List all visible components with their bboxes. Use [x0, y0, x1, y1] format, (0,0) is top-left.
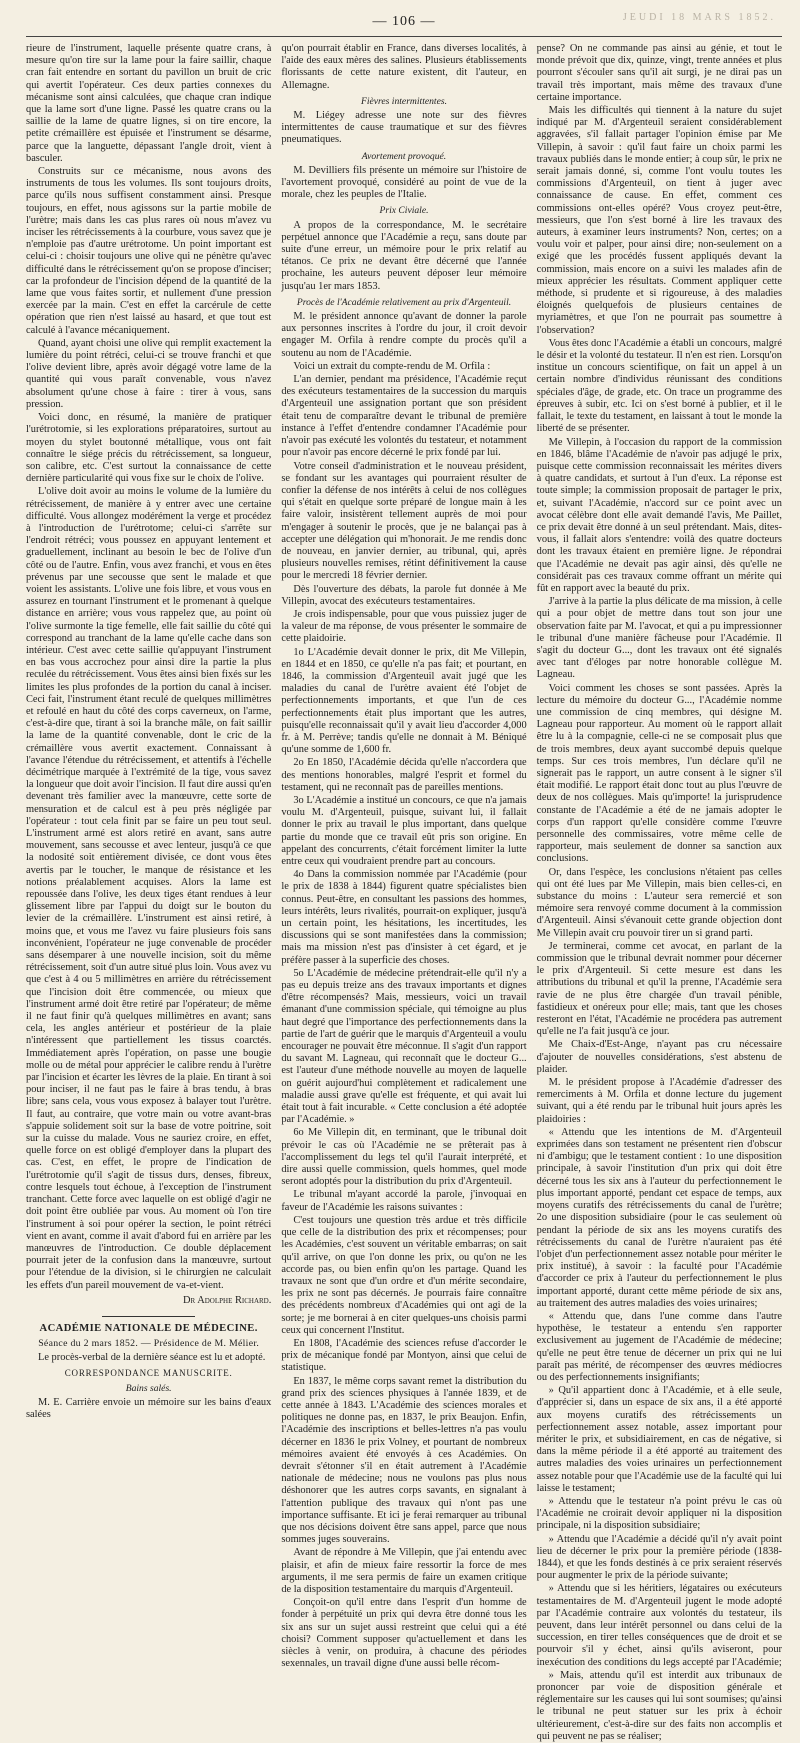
article-columns [26, 43, 782, 1742]
civiale-paragraph: A propos de la correspondance, M. le secrétaire perpétuel annonce que l'Académie a reçu, sans doute par suite d'une erreur, un mémoire pour le prix relatif au tétanos. Ce prix ne devant être décerné que l'année prochaine, les auteurs peuvent déposer leur mémoire jusqu'au 1er mars 1853. [281, 219, 527, 292]
paragraph: C'est toujours une question très ardue et très difficile que celle de la distribution des prix et récompenses; pour les Académies, c'est souvent un véritable embarras; on sait qu'il arrive, on que l'on donne les prix, ou qu'on ne les accorde pas, ou bien enfin qu'on les partage. Quand les travaux ne sont que d'un ordre et d'un mérite secondaire, les prix ne sont pas décernés. Je pourrais faire connaître des précédents nombreux d'Académies qui ont agi de la sorte; je me bornerai à en citer quelques-uns choisis parmi ceux qui concernent l'Institut. [281, 1214, 527, 1336]
paragraph: Je terminerai, comme cet avocat, en parlant de la commission que le tribunal devrait nommer pour décerner le prix d'Argenteuil. Si cette mesure est dans les attributions du tribunal et qu'il la prenne, l'Académie sera ravie de ne plus être chargée d'un travail pénible, fastidieux et onéreux pour elle; mais, tant que les choses resteront en l'état, l'Académie ne procédera pas autrement qu'elle ne l'a fait jusqu'à ce jour. [536, 940, 782, 1038]
column-left [26, 43, 271, 1743]
paragraph: Construits sur ce mécanisme, nous avons des instruments de tous les volumes. Ils sont toujours droits, parce qu'ils nous suffisent constamment ainsi. Presque toujours, en effet, nous agissons sur la partie mobile de l'urètre; mais dans les cas plus rares où nous m'avez vu inciser les rétrécissements à la courbure, vous savez que je n'emploie pas d'autre urétrotome. Un point important est celui-ci : choisir toujours une olive qui ne pénètre qu'avec difficulté dans le rétrécissement qu'on se propose d'inciser; car la profondeur de l'incision dépend de la quantité de la lame que vous faites sortir, et nullement d'une pression exercée par la main. C'est en effet la carcérule de cette opération que rien n'est laissé au hasard, et que tout est calculé à l'avance mécaniquement. [26, 166, 272, 336]
paragraph: « Attendu que, dans l'une comme dans l'autre hypothèse, le testateur a entendu s'en rapporter exclusivement au jugement de l'Académie de médecine; qu'elle ne peut être tenue de décerner un prix qui ne lui paraît pas mérité, de récompenser des œuvres médiocres ou des perfectionnements insignifiants; [536, 1310, 782, 1383]
paragraph: Quand, ayant choisi une olive qui remplit exactement la lumière du point rétréci, celui-ci se trouve franchi et que l'olive devient libre, après avoir dégagé votre lame de la quantité qui vous paraît convenable, vous n'avez absolument qu'une chose à faire : tirer à vous, sans pression. [26, 337, 272, 410]
paragraph: 1o L'Académie devait donner le prix, dit Me Villepin, en 1844 et en 1850, ce qu'elle n'a pas fait; et pourtant, en 1846, la commission d'Argenteuil avait jugé que les maladies du canal de l'urètre avaient été l'objet de perfectionnements importants, et que l'un de ces perfectionnements était plus important que les autres, puisqu'elle reconnaissait qu'il y avait lieu d'accorder 4,000 fr. à M. Perrève; tandis qu'elle ne donnait à M. Béniqué qu'une somme de 1,600 fr. [281, 646, 527, 756]
judgment-text [537, 43, 782, 1743]
paragraph: Le tribunal m'ayant accordé la parole, j'invoquai en faveur de l'Académie les raisons suivantes : [281, 1189, 527, 1213]
paragraph: Voici comment les choses se sont passées. Après la lecture du mémoire du docteur G..., l'Académie nomme une commission de cinq membres, qui désigne M. Lagneau pour rapporteur. Au moment où le rapport allait être lu à la compagnie, celle-ci ne se composait plus que de trois membres, deux ayant succombé depuis quelque temps. Sur ces trois membres, l'un déclare qu'il ne signerait pas le rapport, un autre consent à le signer s'il était modifié. Le rapport était donc tout au plus l'œuvre de deux de nos collègues. Mais qu'importe! la jurisprudence constante de l'Académie a été de ne jamais adopter le corps d'un rapport qu'elle considère comme l'œuvre personnelle des commissaires, votre même celle de rapporteur, mais seulement de donner sa sanction aux conclusions. [536, 682, 782, 865]
fever-heading: Fièvres intermittentes. [361, 95, 447, 107]
paragraph: L'olive doit avoir au moins le volume de la lumière du rétrécissement, de manière à y entrer avec une certaine difficulté. Vous allongez modérément la verge et procédez à l'introduction de l'urétrotome; celui-ci s'arrête sur l'endroit rétréci; vous poussez en appuyant lentement et graduellement, inclinant au besoin le bec de l'olive d'un côté ou de l'autre. Enfin, vous avez franchi, et vous en êtes prévenus par une secousse que sent le malade et que voient les assistants. L'olive une fois libre, et vous vous en assurez en tournant l'instrument et le promenant à quelque distance en arrière; vous vous rappelez que, au point où l'olive surmonte la tige femelle, elle fait saillie du côté qui correspond au tranchant de la lame qu'elle cache dans son intérieur. C'est avec cette saillie qu'appuyant l'instrument en bas vous accrochez pour ainsi dire la partie la plus reculée du rétrécissement. Vous êtes ainsi bien fixés sur les limites les plus profondes de la portion du canal à inciser. Ceci fait, l'instrument étant reculé de quelques millimètres et refoulé en haut du côté des corps caverneux, on l'arme, c'est-à-dire que, tirant à soi la branche mâle, on fait saillir la lame de la quantité convenable, dont le cric de la crémaillère vous avertit exactement. Connaissant à l'avance l'étendue du rétrécissement, et attentifs à l'échelle décimétrique marquée à l'extrémité de la tige, vous savez la longueur que doit avoir l'incision. Il faut dire aussi qu'en devenant très familier avec la manœuvre, cette sorte de mensuration et de calcul est à peu près négligée par l'opérateur : tout cela finit par se faire un peu tout seul. L'instrument armé est alors retiré en avant, sans autre mouvement, sans secousse et avec lenteur, jusqu'à ce que la nodosité soit entièrement divisée, ce dont vous êtes avertis par le toucher, le manque de résistance et les notions préalablement acquises. Alors la lame est repoussée dans l'olive, les deux tiges étant rendues à leur glissement libre par l'appui du doigt sur le bouton du levier de la crémaillère. L'instrument est ainsi retiré, à moins que, et vous me l'avez vu faire plusieurs fois sans inconvénient, l'opérateur ne juge convenable de procéder sans désemparer à une nouvelle incision, soit du même rétrécissement, soit d'un autre situé plus loin. Vous avez vu que c'est à 4 ou 5 millimètres en arrière du rétrécissement que l'incision doit être commencée, ou mieux que l'instrument armé doit être retiré par l'opérateur; de même il ne faut finir qu'à quelques millimètres en avant; sans cela, les angles antérieur et postérieur de la plaie n'intéressent que partiellement les tissus coarctés. Immédiatement après l'opération, on passe une bougie molle ou de métal pour apprécier le calibre rendu à l'urètre par l'incision et écarter les lèvres de la plaie. En tirant à soi pour inciser, il ne faut pas le faire à bras tendu, à bras libre; sans cela, vous vous exposez à balayer tout l'urètre. Il faut, au contraire, que votre main ou votre avant-bras s'appuie solidement soit sur la base de votre poitrine, soit sur la cuisse du malade. Vous ne sauriez croire, en effet, quelle force on est obligé d'employer dans la plupart des cas. C'est, en effet, le propre de l'indication de l'urétrotomie qu'il s'agit de tissus durs, denses, fibreux, contre lesquels tout échoue, à l'exception de l'instrument tranchant. Cette force avec laquelle on est obligé d'agir ne doit point être oubliée par vous. Au moment où l'on tire l'instrument à soi pour opérer la section, le point rétréci vient en avant, comme il avait d'abord fui en arrière par les manœuvres de l'introduction. Ce double déplacement pourrait jeter de la confusion dans la manœuvre, surtout pour l'étendue de la division, si le chirurgien ne calculait les effets d'un pareil mouvement de va-et-vient. [26, 486, 272, 1291]
author-signature: Dr Adolphe Richard. [183, 1294, 272, 1306]
paragraph: Avant de répondre à Me Villepin, que j'ai entendu avec plaisir, et afin de mieux faire ressortir la force de mes arguments, il me sera permis de faire un examen critique de la disposition testamentaire du marquis d'Argenteuil. [281, 1547, 527, 1595]
column-right [537, 43, 782, 1743]
paragraph: » Attendu que le testateur n'a point prévu le cas où l'Académie ne croirait devoir appliquer ni la disposition principale, ni la disposition subsidiaire; [536, 1495, 782, 1532]
minutes-line: Le procès-verbal de la dernière séance est lu et adopté. [38, 1352, 266, 1364]
paragraph: 5o L'Académie de médecine prétendrait-elle qu'il n'y a pas eu depuis treize ans des travaux importants et dignes d'être récompensés? Mais, messieurs, voici un travail émanant d'une commission spéciale, qui témoigne au plus haut degré que l'importance des perfectionnements dans la partie de l'art de guérir que le marquis d'Argenteuil a voulu encourager ne pouvait être méconnue. Il s'agit d'un rapport du savant M. Lagneau, qui reconnaît que le docteur G... est l'auteur d'une méthode nouvelle au moyen de laquelle on guérit aujourd'hui complètement et radicalement une maladie aussi grave qu'elle est fréquente, et qui avait lui était tout à fait incurable. « Cette conclusion a été adoptée par l'Académie. » [281, 967, 527, 1126]
paragraph: 3o L'Académie a institué un concours, ce que n'a jamais voulu M. d'Argenteuil, puisque, suivant lui, il fallait donner le prix au travail le plus important, dans quelque partie du monde que ce travail eût pris son origine. En appelant des concurrents, c'était forcément limiter la lutte entre ceux qui voudraient prendre part au concours. [281, 794, 527, 867]
salt-baths-heading: Bains salés. [125, 1382, 172, 1394]
paragraph: rieure de l'instrument, laquelle présente quatre crans, à mesure qu'on tire sur la lame pour la faire saillir, chaque cran fait entendre en sortant du pavillon un bruit de cric qui avertit l'opérateur. Ces deux parties connexes du mécanisme sont ainsi calculées, que chaque cran indique que la lame sort d'une ligne. Passé les quatre crans ou la saillie de la lame de quatre lignes, si on tire encore, la petite crémaillère est épuisée et l'instrument se désarme, parce que la languette, dépassant l'angle droit, vient à basculer. [26, 43, 272, 164]
paragraph: M. le président annonce qu'avant de donner la parole aux personnes inscrites à l'ordre du jour, il croit devoir engager M. Orfila à rendre compte du procès qu'il a soutenu au nom de l'Académie. [281, 311, 527, 359]
fever-paragraph: M. Liégey adresse une note sur des fièvres intermittentes de cause traumatique et sur des fièvres pneumatiques. [281, 110, 527, 146]
session-line: Séance du 2 mars 1852. — Présidence de M. Mélier. [38, 1338, 260, 1350]
urethrotomy-article [26, 43, 271, 1292]
paragraph: 4o Dans la commission nommée par l'Académie (pour le prix de 1838 à 1844) figurent quatre spécialistes bien connus. Peut-être, en consultant les passions des hommes, leurs intérêts, leurs rivalités, pourrait-on expliquer, jusqu'à un certain point, les hésitations, les incertitudes, les discussions qui se sont manifestées dans la commission; mais ma mission n'est pas d'insister à cet égard, et je préfère passer à la superficie des choses. [281, 869, 527, 966]
paragraph: En 1837, le même corps savant remet la distribution du grand prix des sciences physiques à l'année 1839, et de cette année à 1843. L'Académie des sciences morales et politiques ne donne pas, en 1837, le prix Beaujon. Enfin, l'Académie des inscriptions et belles-lettres n'a pas voulu décerner en 1836 le prix Volney, et pourtant de nombreux mémoires avaient été envoyés à ces Académies. On devrait s'étonner s'il en était autrement à l'Académie nationale de médecine; nous ne voulons pas plus nous déshonorer que les autres corps savants, en signalant à l'attention publique des travaux qui n'ont pas une importance suffisante. Et ici je ferai remarquer au tribunal que nos décisions doivent être sans appel, parce que nous sommes juges souverains. [281, 1375, 527, 1546]
trial-report [281, 311, 526, 1670]
paragraph: Mais les difficultés qui tiennent à la nature du sujet indiqué par M. d'Argenteuil seraient considérablement aggravées, s'il fallait partager l'opinion émise par Me Villepin, à savoir : qu'il faut faire un choix parmi les travaux publiés dans le monde entier; à coup sûr, le prix ne serait jamais donné, si, comme l'ont voulu toutes les commissions d'Argenteuil, on tient à juger avec connaissance de cause. En effet, comment ces commissions ont-elles opéré? Vous croyez peut-être, messieurs, que l'on s'est borné à lire les travaux des auteurs, à examiner leurs instruments? Non, certes; on a voulu voir et palper, pour ainsi dire; non-seulement on a exigé que les procédés fussent appliqués devant la commission, mais encore on a suivi les malades afin de mieux apprécier les résultats. Comment appliquer cette méthode, si prudente et si rigoureuse, à des maladies éloignés quelquefois de plusieurs centaines de myriamètres, et que l'on ne pourrait pas soumettre à l'observation? [536, 105, 782, 336]
salt-baths-continuation: qu'on pourrait établir en France, dans diverses localités, à l'aide des eaux mères des salines. Plusieurs établissements florissants de cette nature existent, dit l'auteur, en Allemagne. [281, 43, 527, 91]
paragraph: Dès l'ouverture des débats, la parole fut donnée à Me Villepin, avocat des exécuteurs testamentaires. [281, 583, 527, 607]
paragraph: Vous êtes donc l'Académie a établi un concours, malgré le désir et la volonté du testateur. Il n'en est rien. Lorsqu'on institue un concours scientifique, on fait un appel à un certain nombre d'individus réunissant des conditions spéciales d'âge, de grade, etc. On trace un programme des épreuves à subir, etc. Ici on s'est borné à publier, et il le fallait, le texte du testament, en laissant à tout le monde la liberté de se présenter. [536, 337, 782, 435]
paragraph: » Attendu que si les héritiers, légataires ou exécuteurs testamentaires de M. d'Argenteuil jugent le mode adopté par l'Académie contraire aux volontés du testateur, ils peuvent, dans leur intérêt personnel ou dans celui de la succession, en tirer telles conséquences que de droit et se pourvoir s'il y échet, ainsi qu'ils aviseront, pour inexécution des conditions du legs accepté par l'Académie; [536, 1583, 782, 1668]
civiale-heading: Prix Civiale. [379, 205, 429, 217]
faded-date-stamp: JEUDI 18 MARS 1852. [622, 12, 776, 23]
salt-baths-paragraph: M. E. Carrière envoie un mémoire sur les bains d'eaux salées [26, 1396, 272, 1421]
paragraph: L'an dernier, pendant ma présidence, l'Académie reçut des exécuteurs testamentaires de la succession du marquis d'Argenteuil une assignation portant que son président était tenu de comparaître devant le tribunal de première instance à l'effet d'entendre condamner l'Académie pour n'avoir pas exécuté les volontés du testateur, et notamment pour n'avoir pas encore décerné le prix fondé par lui. [281, 374, 527, 459]
paragraph: » Attendu que l'Académie a décidé qu'il n'y avait point lieu de décerner le prix pour la première période (1838-1844), et que les fonds destinés à ce prix seraient réservés pour augmenter le prix de la période suivante; [536, 1533, 782, 1582]
paragraph: « Attendu que les intentions de M. d'Argenteuil exprimées dans son testament ne présentent rien d'obscur ni d'ambigu; que le testament contient : 1o une disposition principale, à savoir l'institution d'un prix qui doit être décerné tous les six ans à l'auteur du perfectionnement le plus important apporté, pendant cet espace de temps, aux moyens curatifs des rétrécissements du canal de l'urètre; 2o une disposition subsidiaire (pour le cas seulement où pendant la période de six ans les moyens curatifs des rétrécissements du canal de l'urètre n'auraient pas été l'objet d'un perfectionnement assez notable pour mériter le prix institué), à savoir : la faculté pour l'Académie d'accorder ce prix à l'auteur du perfectionnement le plus important apporté, durant cette même période de six ans, au traitement des autres maladies des voies urinaires; [536, 1126, 782, 1309]
abortion-heading: Avortement provoqué. [361, 150, 447, 162]
paragraph: 2o En 1850, l'Académie décida qu'elle n'accordera que des mentions honorables, malgré l'esprit et formel du testament, qui ne reconnaît pas de pareilles mentions. [281, 757, 527, 793]
paragraph: Or, dans l'espèce, les conclusions n'étaient pas celles qui ont été lues par Me Villepin, mais bien celles-ci, en substance du moins : L'auteur sera remercié et son mémoire sera renvoyé comme document à la commission d'Argenteuil. Ainsi s'évanouit cette grande objection dont Me Villepin avait cru pouvoir tirer un si grand parti. [536, 866, 782, 939]
paragraph: 6o Me Villepin dit, en terminant, que le tribunal doit prévoir le cas où l'Académie ne se prêterait pas à l'accomplissement du legs tel qu'il l'aurait interprété, et dire aussi quelle commission, quels hommes, quel mode seront adoptés pour la distribution du prix d'Argenteuil. [281, 1127, 527, 1188]
paragraph: » Qu'il appartient donc à l'Académie, et à elle seule, d'apprécier si, dans un espace de six ans, il a été apporté aux moyens curatifs des rétrécissements un perfectionnement assez notable, assez important pour mériter le prix, et subsidiairement, en cas de négative, si dans la même période il a été apporté au traitement des autres maladies des voies urinaires un perfectionnement assez notable pour que l'Académie use de la faculté qui lui laisse le testament; [536, 1385, 782, 1494]
paragraph: Me Chaix-d'Est-Ange, n'ayant pas cru nécessaire d'ajouter de nouvelles considérations, s'est abstenu de plaider. [536, 1039, 782, 1075]
paragraph: Conçoit-on qu'il entre dans l'esprit d'un homme de fonder à perpétuité un prix qui devra être donné tous les six ans sur un sujet aussi restreint que celui qui a été choisi? Comment supposer qu'actuellement et dans les siècles à venir, on produira, à chacune des périodes sexennales, un travail digne d'une aussi belle récom- [281, 1597, 527, 1670]
trial-heading: Procès de l'Académie relativement au prix d'Argenteuil. [296, 296, 512, 308]
section-divider [102, 1316, 195, 1317]
paragraph: pense? On ne commande pas ainsi au génie, et tout le monde prévoit que dix, quinze, vingt, trente années et plus pourront s'écouler sans qu'il ait surgi, je ne dirai pas un travail très important, mais même des travaux d'une certaine importance. [536, 43, 782, 103]
paragraph: Votre conseil d'administration et le nouveau président, se fondant sur les avantages qui pourraient résulter de confier la défense de nos intérêts à celui de nos collègues qui s'était en quelque sorte préparé de longue main à les faire valoir, insistèrent tellement auprès de moi pour m'engager à soutenir le procès, que je ne balançai pas à accepter une délégation qui m'honorait. Je me rendis donc de nouveau, en janvier dernier, au tribunal, qui, après plusieurs nouvelles remises, rétint définitivement la cause pour le mercredi 18 février dernier. [281, 460, 527, 582]
correspondence-heading: CORRESPONDANCE MANUSCRITE. [64, 1367, 233, 1378]
paragraph: Je crois indispensable, pour que vous puissiez juger de la valeur de ma réponse, de vous présenter le sommaire de cette plaidoirie. [281, 608, 527, 645]
column-middle [281, 43, 526, 1743]
abortion-paragraph: M. Devilliers fils présente un mémoire sur l'histoire de l'avortement provoqué, considéré au point de vue de la morale, chez les peuples de l'Italie. [281, 164, 527, 201]
paragraph: En 1808, l'Académie des sciences refuse d'accorder le prix de mécanique fondé par Montyon, ainsi que celui de statistique. [281, 1337, 527, 1374]
paragraph: » Mais, attendu qu'il est interdit aux tribunaux de prononcer par voie de disposition générale et réglementaire sur les causes qui lui sont soumises; qu'ainsi le tribunal ne peut statuer sur les prix à échoir ultérieurement, c'est-à-dire sur des faits non accomplis et qui peuvent ne pas se réaliser; [536, 1669, 782, 1742]
paragraph: Me Villepin, à l'occasion du rapport de la commission en 1846, blâme l'Académie de n'avoir pas adjugé le prix, puisque cette commission reconnaissait les mérites divers à quatre candidats, et surtout à l'un d'eux. La réponse est toute simple; la commission proposait de partager le prix, et, suivant l'Académie, n'accord sur ce point avec un avocat célèbre dont elle avait demandé l'avis, Me Paillet, ce prix devait être donné à un seul prétendant. Mais, dites-vous, il fallait alors s'entendre: voilà des quatre docteurs dont les travaux étaient en première ligne. Je répondrai que l'Académie ne devait pas agir ainsi, dès qu'elle ne considérait pas ces travaux comme offrant un mérite qui fût en rapport avec la beauté du prix. [536, 436, 782, 594]
page-number: — 106 — [372, 14, 436, 29]
academy-title: ACADÉMIE NATIONALE DE MÉDECINE. [39, 1322, 258, 1334]
paragraph: J'arrive à la partie la plus délicate de ma mission, à celle qui a pour objet de mettre dans tout son jour une observation faite par M. l'avocat, et qui a pu impressionner le tribunal d'une manière fâcheuse pour l'Académie. Il s'agit du docteur G..., dont les travaux ont été signalés avec tant d'éloges par notre honorable collègue M. Lagneau. [536, 596, 782, 681]
paragraph: M. le président propose à l'Académie d'adresser des remerciments à M. Orfila et donne lecture du jugement suivant, qui a été rendu par le tribunal huit jours après les plaidoiries : [536, 1077, 782, 1125]
page-header [26, 10, 782, 37]
paragraph: Voici un extrait du compte-rendu de M. Orfila : [293, 360, 491, 372]
paragraph: Voici donc, en résumé, la manière de pratiquer l'urétrotomie, si les explorations préparatoires, surtout au moyen du stylet boutonné métallique, vous ont fait connaître le siége précis du rétrécissement, sa longueur, son calibre, etc. C'est surtout la connaissance de cette dernière particularité qui vous fixe sur le choix de l'olive. [26, 412, 272, 485]
